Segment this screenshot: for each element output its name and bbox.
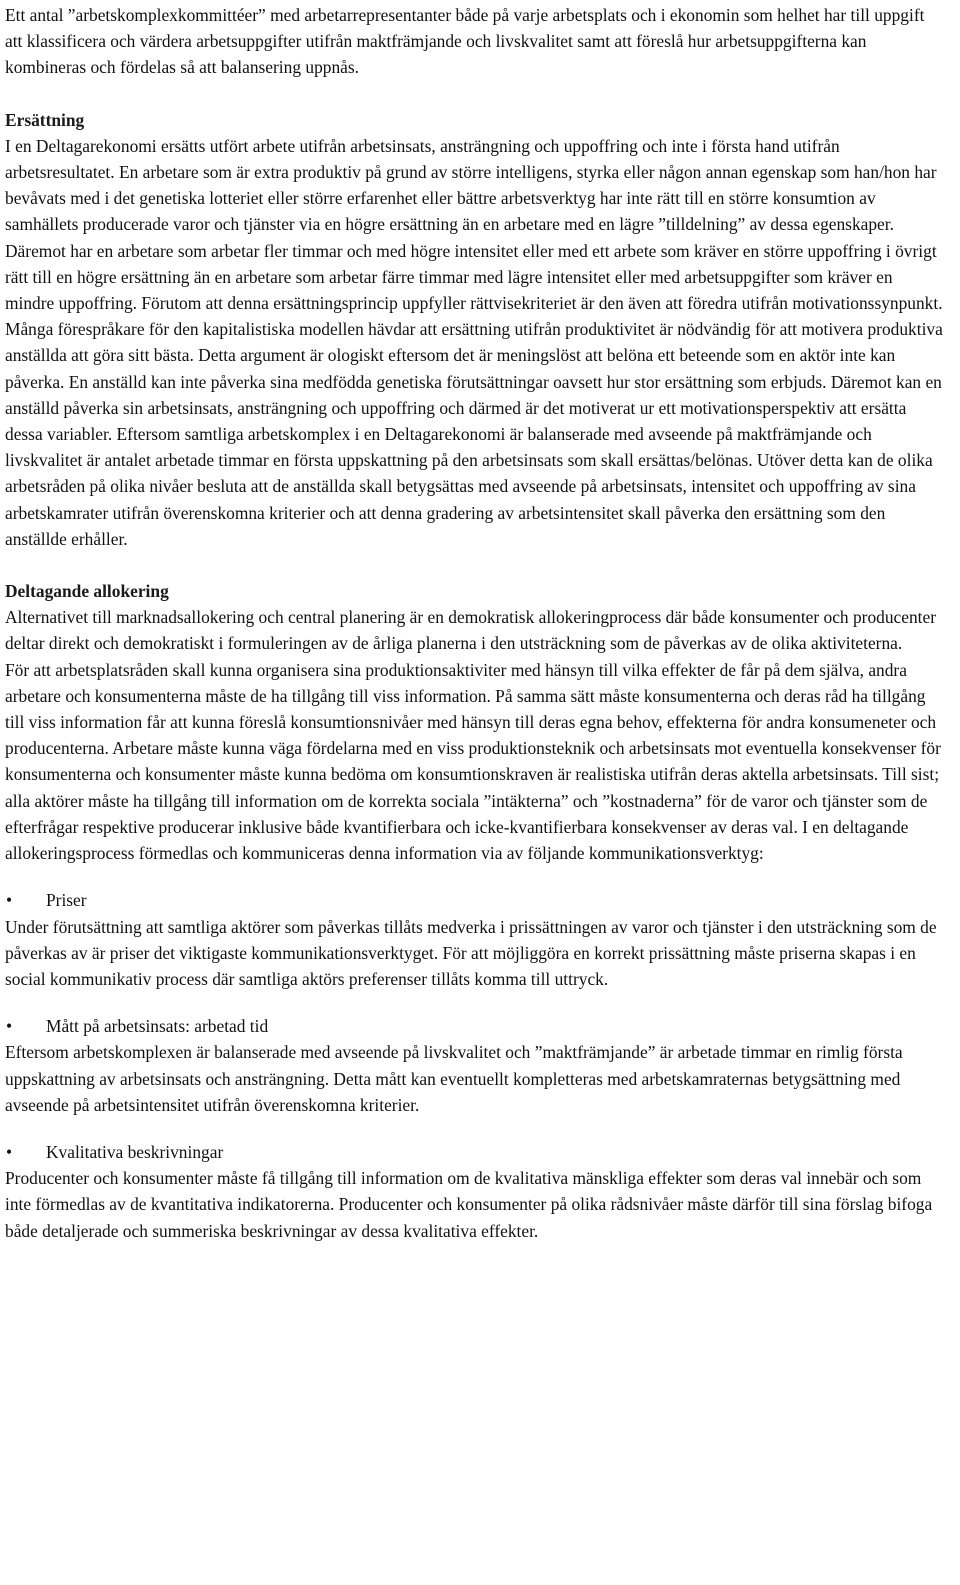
bullet-marker: • (6, 1141, 13, 1162)
document-page (5, 2, 945, 1244)
bullet-title: Mått på arbetsinsats: arbetad tid (46, 1016, 269, 1037)
spacer (5, 552, 945, 578)
bullet-marker: • (6, 1016, 13, 1037)
bullet-item-work-effort (5, 1013, 945, 1039)
bullet-title: Kvalitativa beskrivningar (46, 1141, 224, 1162)
bullet-paragraph-prices: Under förutsättning att samtliga aktörer som påverkas tillåts medverka i prissättningen av varor och tjänster i den utsträckning som de påverkas av är priser det viktigaste kommunikationsverktyget. För att möjliggöra en korrekt prissättning måste priserna skapas i en social kommunikativ process där samtliga aktörs preferenser tillåts komma till uttryck. (5, 916, 937, 989)
bullet-paragraph-qualitative: Producenter och konsumenter måste få tillgång till information om de kvalitativa mänskliga effekter som deras val innebär och som inte förmedlas av de kvantitativa indikatorerna. Producenter och konsumenter på olika rådsnivåer måste därför till sina förslag bifoga både detaljerade och summeriska beskrivningar av dessa kvalitativa effekter. (5, 1168, 933, 1241)
bullet-title: Priser (46, 890, 87, 911)
spacer (5, 81, 945, 107)
bullet-item-prices (5, 887, 945, 913)
compensation-heading: Ersättning (5, 109, 85, 130)
bullet-paragraph-work-effort: Eftersom arbetskomplexen är balanserade med avseende på livskvalitet och ”maktfrämjande” är arbetade timmar en rimlig första uppskattning av arbetsinsats och ansträngning. Detta mått kan eventuellt kompletteras med arbetskamraternas betygsättning med avseende på arbetsintensitet utifrån överenskomna kriterier. (5, 1042, 903, 1115)
bullet-marker: • (6, 890, 13, 911)
intro-paragraph: Ett antal ”arbetskomplexkommittéer” med arbetarrepresentanter både på varje arbetsplats och i ekonomin som helhet har till uppgift att klassificera och värdera arbetsuppgifter utifrån maktfrämjande och livskvalitet samt att föreslå hur arbetsuppgifterna kan kombineras och fördelas så att balansering uppnås. (5, 5, 925, 78)
spacer (5, 992, 945, 1013)
allocation-paragraph-2: För att arbetsplatsråden skall kunna organisera sina produktionsaktiviter med hänsyn till vilka effekter de får på dem själva, andra arbetare och konsumenterna måste de ha tillgång till viss information. På samma sätt måste konsumenterna och deras råd ha tillgång till viss information får att kunna föreslå konsumtionsnivåer med hänsyn till deras egna behov, effekterna för andra konsumeneter och producenterna. Arbetare måste kunna väga fördelarna med en viss produktionsteknik och arbetsinsats mot eventuella konsekvenser för konsumenterna och konsumenter måste kunna bedöma om konsumtionskraven är realistiska utifrån deras aktella arbetsinsats. Till sist; alla aktörer måste ha tillgång till information om de korrekta sociala ”intäkterna” och ”kostnaderna” för de varor och tjänster som de efterfrågar respektive producerar inklusive både kvantifierbara och icke-kvantifierbara konsekvenser av deras val. I en deltagande allokeringsprocess förmedlas och kommuniceras denna information via av följande kommunikationsverktyg: (5, 659, 941, 864)
allocation-paragraph-1: Alternativet till marknadsallokering och central planering är en demokratisk allokeringprocess där både konsumenter och producenter deltar direkt och demokratiskt i formuleringen av de årliga planerna i den utsträckning som de påverkas av de olika aktiviteterna. (5, 607, 937, 654)
bullet-item-qualitative (5, 1139, 945, 1165)
compensation-paragraph: I en Deltagarekonomi ersätts utfört arbete utifrån arbetsinsats, ansträngning och uppoffring och inte i första hand utifrån arbetsresultatet. En arbetare som är extra produktiv på grund av större intelligens, styrka eller någon annan egenskap som han/hon har bevåvats med i det genetiska lotteriet eller större erfarenhet eller bättre arbetsverktyg har inte rätt till en större konsumtion av samhällets producerade varor och tjänster via en högre ersättning än en arbetare med en lägre ”tilldelning” av dessa egenskaper. Däremot har en arbetare som arbetar fler timmar och med högre intensitet eller med ett arbete som kräver en större uppoffring i övrigt rätt till en högre ersättning än en arbetare som arbetar färre timmar med lägre intensitet eller med arbetsuppgifter som kräver en mindre uppoffring. Förutom att denna ersättningsprincip uppfyller rättvisekriteriet är den även att föredra utifrån motivationssynpunkt. Många förespråkare för den kapitalistiska modellen hävdar att ersättning utifrån produktivitet är nödvändig för att motivera produktiva anställda att göra sitt bästa. Detta argument är ologiskt eftersom det är meningslöst att belöna ett beteende som en aktör inte kan påverka. En anställd kan inte påverka sina medfödda genetiska förutsättningar oavsett hur stor ersättning som erbjuds. Däremot kan en anställd påverka sin arbetsinsats, ansträngning och uppoffring och därmed är det motiverat ur ett motivationsperspektiv att ersätta dessa variabler. Eftersom samtliga arbetskomplex i en Deltagarekonomi är balanserade med avseende på maktfrämjande och livskvalitet är antalet arbetade timmar en första uppskattning på den arbetsinsats som skall ersättas/belönas. Utöver detta kan de olika arbetsråden på olika nivåer besluta att de anställda skall betygsättas med avseende på arbetsinsats, intensitet och uppoffring av sina arbetskamrater utifrån överenskomna kriterier och att denna gradering av arbetsintensitet skall påverka den ersättning som den anställde erhåller. (5, 135, 943, 549)
spacer (5, 1118, 945, 1139)
allocation-heading: Deltagande allokering (5, 581, 169, 602)
spacer (5, 866, 945, 887)
